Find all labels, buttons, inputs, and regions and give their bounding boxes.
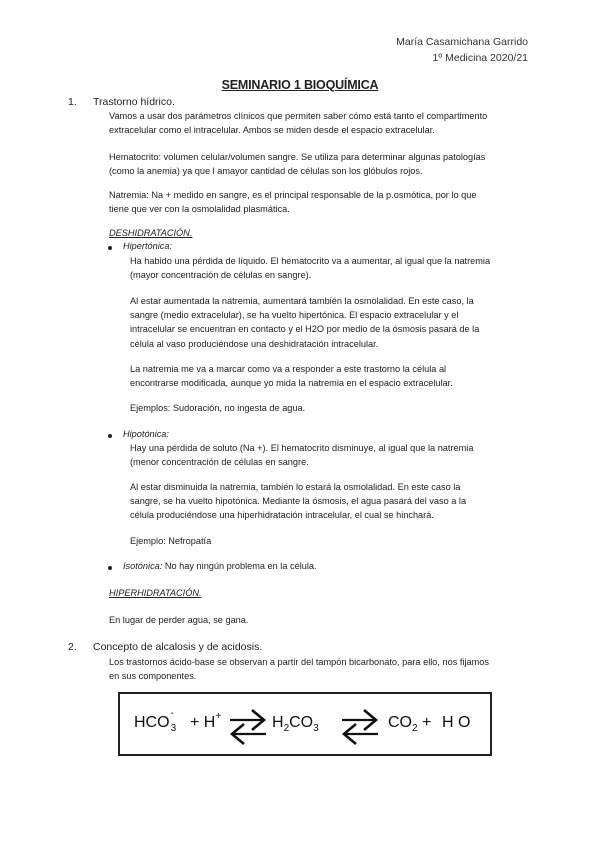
hematocrito-line-2: (como la anemia) ya que l amayor cantidad de células son los glóbulos rojos. bbox=[109, 166, 423, 177]
section-2-intro-line-2: en sus componentes. bbox=[109, 671, 197, 682]
hipotonica-p1 bbox=[130, 441, 473, 469]
hco3-term bbox=[134, 708, 177, 734]
intro-line-1: Vamos a usar dos parámetros clínicos que permiten saber cómo está tanto el compartimento bbox=[109, 111, 488, 121]
hipertonica-p3-line-1: La natremia me va a marcar como va a responder a este trastorno la célula al bbox=[130, 364, 447, 374]
bullet-dot bbox=[108, 434, 112, 438]
hipotonica-p1-line-1: Hay una pérdida de soluto (Na +). El hematocrito disminuye, al igual que la natremia bbox=[130, 443, 474, 453]
course-info: 1º Medicina 2020/21 bbox=[432, 52, 528, 64]
isotonica-label: Isotónica: bbox=[123, 561, 163, 571]
hipotonica-p2-line-3: célula produciéndose una hiperhidratación intracelular, el cual se hinchará. bbox=[130, 510, 434, 521]
hipertonica-p2-line-1: Al estar aumentada la natremia, aumentará también la osmolalidad. En este caso, la bbox=[130, 296, 474, 306]
section-2-intro bbox=[109, 655, 489, 683]
hipertonica-p2-line-3: intracelular se encuentran en contacto y el H2O por medio de la ósmosis pasará de la bbox=[130, 324, 480, 335]
deshidratacion-heading: DESHIDRATACIÓN. bbox=[109, 228, 193, 238]
equilibrium-arrows-icon bbox=[226, 706, 270, 746]
hiperhidratacion-heading: HIPERHIDRATACIÓN. bbox=[109, 588, 202, 598]
section-1-number: 1. bbox=[68, 96, 77, 108]
h2co3-co: CO bbox=[289, 714, 314, 731]
h2co3-term bbox=[272, 714, 319, 732]
plus-h: + H bbox=[190, 714, 216, 731]
hematocrito-paragraph bbox=[109, 150, 485, 178]
hipertonica-p2 bbox=[130, 294, 479, 351]
hco3-base: HCO bbox=[134, 714, 170, 731]
hco3-subscript: 3 bbox=[170, 723, 177, 734]
h2o-term: H O bbox=[442, 714, 471, 731]
hipertonica-label: Hipertónica: bbox=[123, 241, 173, 251]
isotonica-text: No hay ningún problema en la célula. bbox=[162, 561, 317, 571]
hipertonica-p2-line-4: célula al vaso produciéndose una deshidratación intracelular. bbox=[130, 338, 379, 349]
bullet-dot bbox=[108, 246, 112, 250]
co2-co: CO bbox=[388, 714, 412, 731]
h2co3-sub-3: 3 bbox=[313, 723, 319, 734]
h2co3-h: H bbox=[272, 714, 284, 731]
h-charge: + bbox=[215, 711, 222, 722]
h2co3-sub-2: 2 bbox=[283, 723, 290, 734]
hematocrito-line-1: Hematocrito: volumen celular/volumen sangre. Se utiliza para determinar algunas patologías bbox=[109, 152, 486, 162]
hipertonica-p2-line-2: sangre (medio extracelular), se ha vuelto hipertónica. El espacio extracelular y el bbox=[130, 310, 459, 321]
page-title: SEMINARIO 1 BIOQUÍMICA bbox=[221, 78, 379, 92]
hipertonica-p1-line-1: Ha habido una pérdida de líquido. El hematocrito va a aumentar, al igual que la natremia bbox=[130, 256, 491, 266]
section-2-title: Concepto de alcalosis y de acidosis. bbox=[93, 641, 263, 653]
natremia-line-2: tiene que ver con la osmolalidad plasmática. bbox=[109, 204, 290, 215]
section-1-title: Trastorno hídrico. bbox=[93, 96, 175, 108]
isotonica-item bbox=[123, 561, 317, 571]
natremia-paragraph bbox=[109, 188, 476, 216]
hipotonica-label: Hipotónica: bbox=[123, 429, 169, 439]
hipertonica-p1 bbox=[130, 254, 490, 282]
natremia-line-1: Natremia: Na + medido en sangre, es el principal responsable de la p.osmótica, por lo que bbox=[109, 190, 477, 200]
bicarbonate-buffer-equation bbox=[118, 692, 492, 756]
co2-term bbox=[388, 714, 418, 732]
author-name: María Casamichana Garrido bbox=[396, 36, 528, 48]
hipotonica-p2-line-2: sangre, se ha vuelto hipotónica. Mediante la ósmosis, el agua pasará del vaso a la bbox=[130, 496, 467, 507]
hipotonica-p2-line-1: Al estar disminuida la natremia, también lo estará la osmolalidad. En este caso la bbox=[130, 482, 461, 492]
intro-line-2: extracelular como el intracelular. Ambos se miden desde el espacio extracelular. bbox=[109, 125, 435, 136]
plus-sign: + bbox=[422, 714, 432, 731]
h-plus-term bbox=[190, 711, 222, 732]
hipotonica-p1-line-2: (menor concentración de células en sangre. bbox=[130, 457, 309, 468]
bullet-dot bbox=[108, 566, 112, 570]
hipotonica-example: Ejemplo: Nefropatía bbox=[130, 536, 212, 546]
hco3-charge: - bbox=[170, 708, 174, 719]
co2-sub-2: 2 bbox=[412, 723, 418, 734]
hipertonica-p3 bbox=[130, 362, 453, 390]
hipotonica-p2 bbox=[130, 480, 466, 523]
section-2-intro-line-1: Los trastornos ácido-base se observan a partir del tampón bicarbonato, para ello, nos fijamos bbox=[109, 657, 489, 667]
hipertonica-example: Ejemplos: Sudoración, no ingesta de agua. bbox=[130, 403, 306, 413]
section-2-number: 2. bbox=[68, 641, 77, 653]
intro-paragraph bbox=[109, 109, 487, 137]
hipertonica-p3-line-2: encontrarse modificada, aunque yo mida la natremia en el espacio extracelular. bbox=[130, 378, 453, 389]
hipertonica-p1-line-2: (mayor concentración de células en sangre). bbox=[130, 270, 312, 281]
hiperhidratacion-text: En lugar de perder agua, se gana. bbox=[109, 615, 249, 625]
equilibrium-arrows-icon bbox=[338, 706, 382, 746]
